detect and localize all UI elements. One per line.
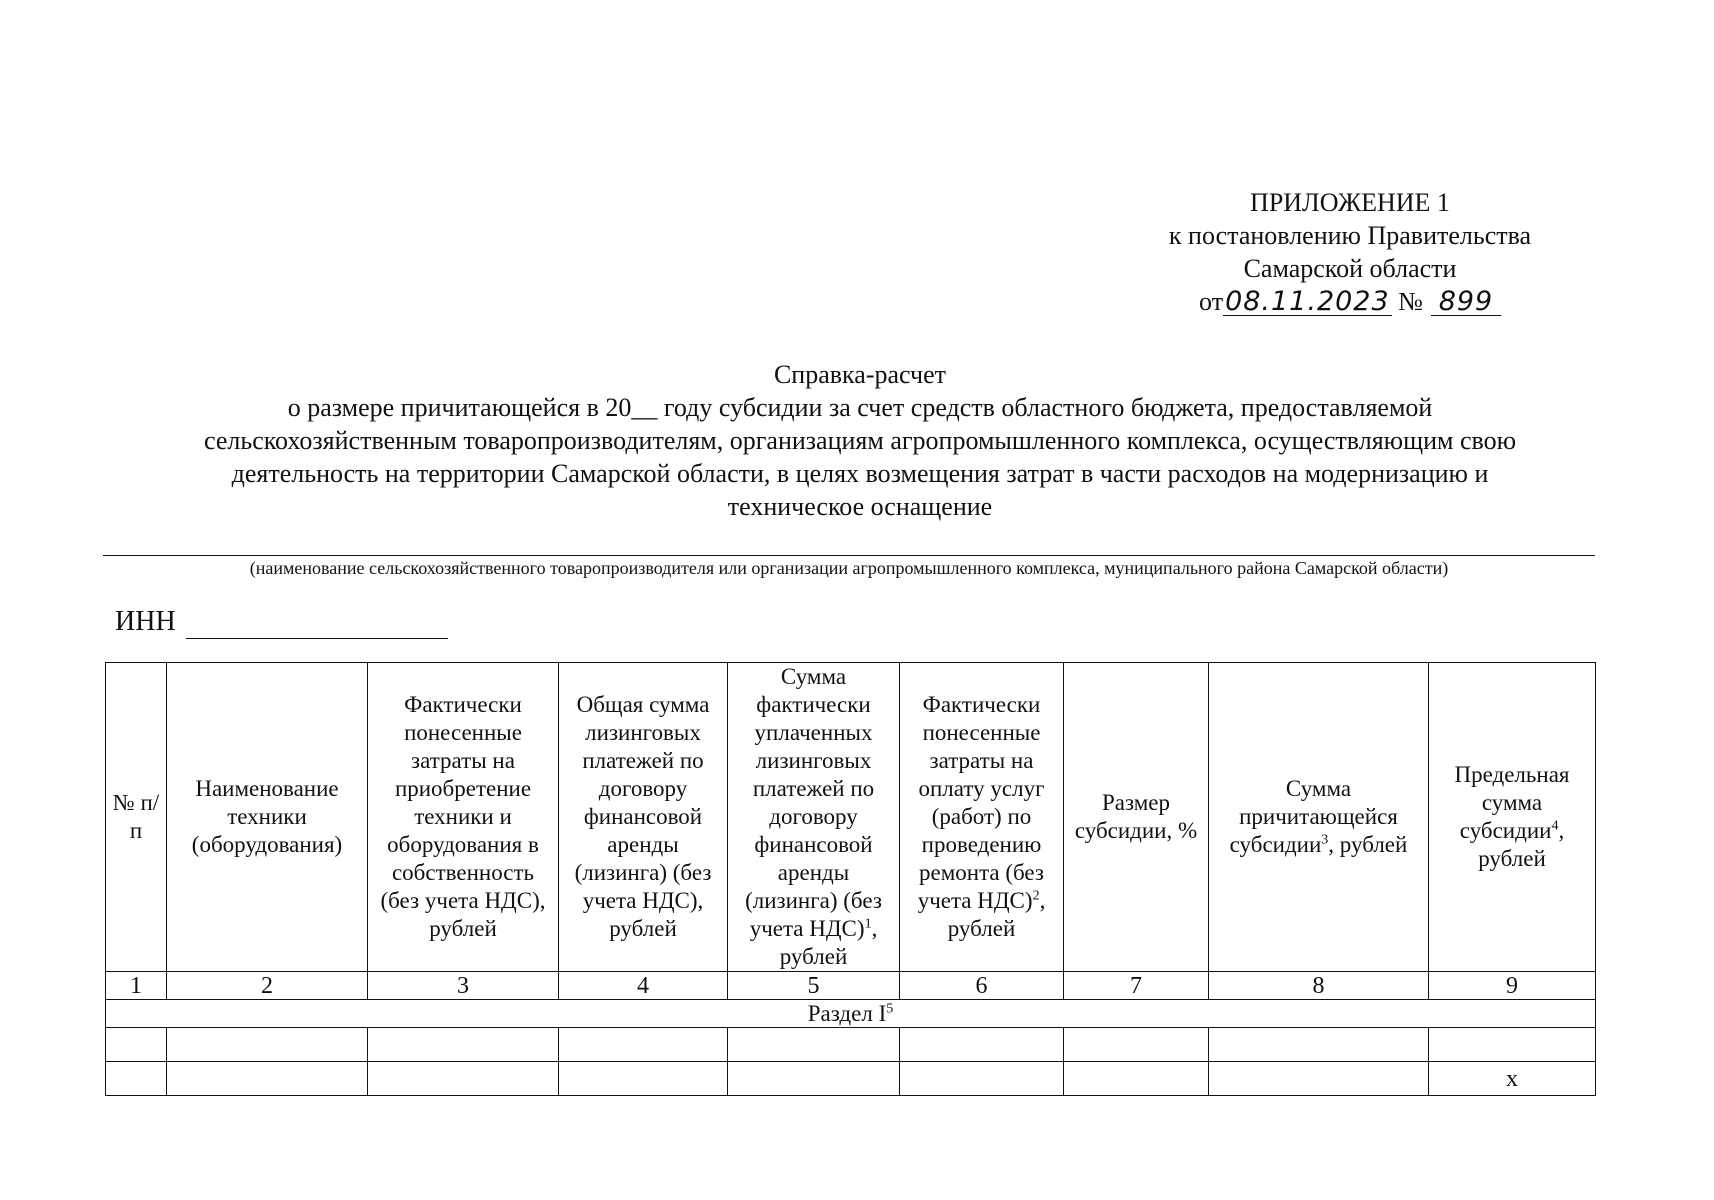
table-cell <box>728 1062 900 1096</box>
table-cell <box>1209 1028 1429 1062</box>
title-line-3: деятельность на территории Самарской области, в целях возмещения затрат в части расходов на модернизацию и <box>231 459 1489 488</box>
column-number: 6 <box>900 972 1064 1000</box>
appendix-line-resolution: к постановлению Правительства <box>1168 221 1532 250</box>
table-cell <box>559 1028 728 1062</box>
header-text-suffix: , рублей <box>779 916 878 969</box>
header-text: Наименование техники (оборудования) <box>191 776 343 857</box>
handwritten-date: 08.11.2023 <box>1225 286 1390 317</box>
column-number: 8 <box>1209 972 1429 1000</box>
from-label: от <box>1199 287 1224 316</box>
table-header-row <box>106 663 1596 972</box>
table-cell <box>900 1028 1064 1062</box>
limit-mark-cell: х <box>1429 1062 1596 1096</box>
column-number: 2 <box>167 972 368 1000</box>
header-cell-5 <box>728 663 900 972</box>
subsidy-table <box>105 662 1596 1096</box>
table-cell <box>1064 1028 1209 1062</box>
organization-name-line <box>103 555 1595 556</box>
table-cell <box>1209 1062 1429 1096</box>
header-cell-6 <box>900 663 1064 972</box>
table-row <box>106 1062 1596 1096</box>
header-text-suffix: , рублей <box>947 888 1046 941</box>
header-text: № п/п <box>112 790 160 843</box>
header-cell-4 <box>559 663 728 972</box>
document-heading: Справка-расчет <box>773 360 947 389</box>
header-cell-2 <box>167 663 368 972</box>
table-cell <box>1429 1028 1596 1062</box>
column-number: 3 <box>368 972 559 1000</box>
table-cell <box>368 1028 559 1062</box>
organization-name-caption: (наименование сельскохозяйственного товаропроизводителя или организации агропромышленного комплекса, муниципального района Самарской области) <box>249 558 1449 578</box>
header-text-suffix: , рублей <box>1328 832 1408 857</box>
table-cell <box>1064 1062 1209 1096</box>
document-title-block <box>110 358 1610 523</box>
header-text: Сумма фактически уплаченных лизинговых платежей по договору финансовой аренды (лизинга) (без учета НДС) <box>745 664 882 941</box>
number-label: № <box>1398 287 1423 316</box>
table-cell <box>167 1062 368 1096</box>
footnote-mark: 1 <box>864 916 872 932</box>
header-cell-9 <box>1429 663 1596 972</box>
table-cell <box>106 1062 167 1096</box>
table-cell <box>368 1062 559 1096</box>
header-text: Фактически понесенные затраты на приобретение техники и оборудования в собственность (без учета НДС), рублей <box>380 692 546 941</box>
header-cell-3 <box>368 663 559 972</box>
inn-blank-line <box>186 612 448 639</box>
appendix-block <box>1140 186 1560 318</box>
appendix-title: ПРИЛОЖЕНИЕ 1 <box>1250 188 1450 217</box>
inn-label: ИНН <box>115 606 176 637</box>
title-line-1: о размере причитающейся в 20__ году субсидии за счет средств областного бюджета, предоставляемой <box>287 393 1433 422</box>
table-cell <box>559 1062 728 1096</box>
column-number: 5 <box>728 972 900 1000</box>
header-text: Сумма причитающейся субсидии <box>1229 776 1398 857</box>
header-text: Предельная сумма субсидии <box>1454 762 1570 843</box>
table-row <box>106 1028 1596 1062</box>
handwritten-number: 899 <box>1431 289 1501 316</box>
header-cell-8 <box>1209 663 1429 972</box>
section-row <box>106 1000 1596 1028</box>
header-text: Фактически понесенные затраты на оплату услуг (работ) по проведению ремонта (без учета НДС) <box>917 692 1045 913</box>
table-cell <box>167 1028 368 1062</box>
footnote-mark: 2 <box>1032 888 1040 904</box>
column-number: 4 <box>559 972 728 1000</box>
section-heading: Раздел I <box>807 1000 887 1026</box>
inn-row <box>115 605 448 639</box>
appendix-date-number <box>1140 285 1560 318</box>
footnote-mark: 3 <box>1321 832 1329 848</box>
title-line-4: техническое оснащение <box>727 492 993 521</box>
table-cell <box>106 1028 167 1062</box>
section-heading-cell <box>106 1000 1596 1028</box>
footnote-mark: 5 <box>886 1000 894 1016</box>
title-line-2: сельскохозяйственным товаропроизводителям, организациям агропромышленного комплекса, осуществляющим свою <box>203 426 1517 455</box>
table-cell <box>728 1028 900 1062</box>
header-text-suffix: , рублей <box>1478 818 1565 871</box>
column-number: 9 <box>1429 972 1596 1000</box>
column-number-row <box>106 972 1596 1000</box>
column-number: 7 <box>1064 972 1209 1000</box>
header-text: Общая сумма лизинговых платежей по договору финансовой аренды (лизинга) (без учета НДС), рублей <box>574 692 712 941</box>
header-text: Размер субсидии, % <box>1074 790 1198 843</box>
column-number: 1 <box>106 972 167 1000</box>
table-cell <box>900 1062 1064 1096</box>
appendix-line-region: Самарской области <box>1243 254 1457 283</box>
header-cell-1 <box>106 663 167 972</box>
footnote-mark: 4 <box>1551 818 1559 834</box>
header-cell-7 <box>1064 663 1209 972</box>
